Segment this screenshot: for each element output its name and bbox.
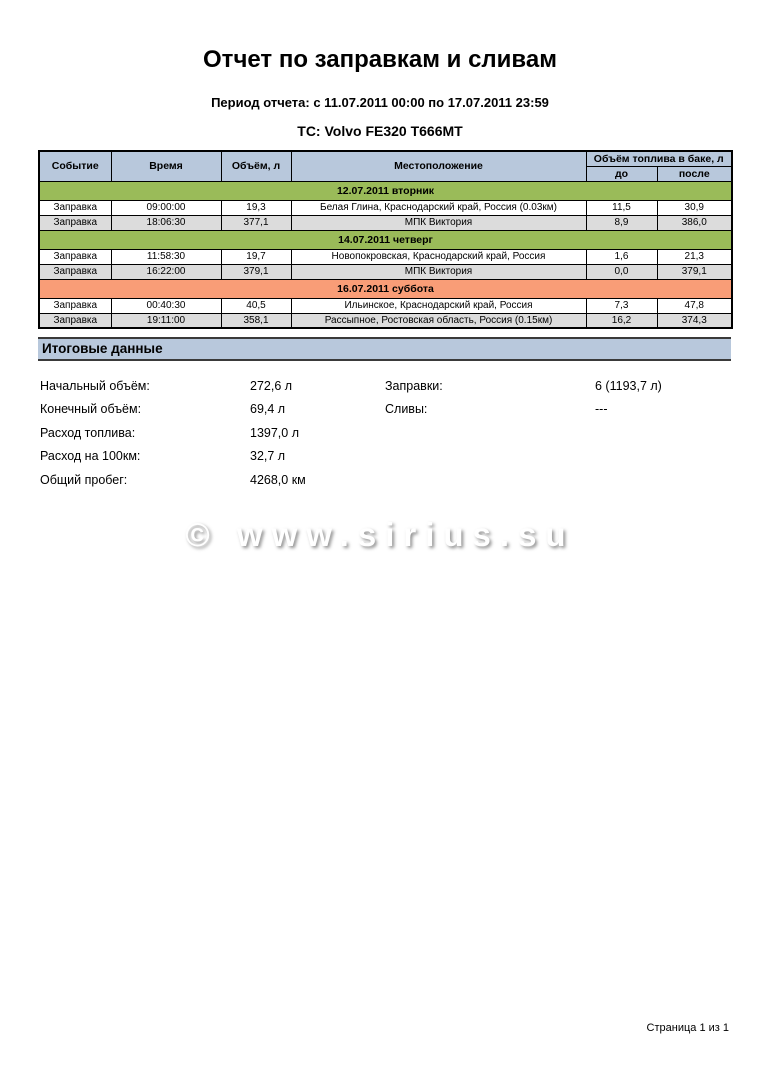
col-header-after: после xyxy=(657,166,732,181)
summary-label: Расход на 100км: xyxy=(40,449,141,464)
cell-event: Заправка xyxy=(39,298,111,313)
col-header-before: до xyxy=(586,166,657,181)
summary-row xyxy=(40,421,760,445)
cell-volume: 40,5 xyxy=(221,298,291,313)
totals-section-header: Итоговые данные xyxy=(38,337,731,361)
cell-event: Заправка xyxy=(39,249,111,264)
cell-time: 18:06:30 xyxy=(111,215,221,230)
cell-time: 11:58:30 xyxy=(111,249,221,264)
cell-location: Белая Глина, Краснодарский край, Россия (0.03км) xyxy=(291,200,586,215)
summary-row xyxy=(40,445,760,469)
summary-label: Начальный объём: xyxy=(40,378,150,393)
cell-time: 19:11:00 xyxy=(111,313,221,328)
summary-label: Расход топлива: xyxy=(40,425,136,440)
table-row xyxy=(39,313,732,328)
summary-label: Заправки: xyxy=(385,378,443,393)
summary-value: 4268,0 км xyxy=(250,472,306,487)
cell-after: 21,3 xyxy=(657,249,732,264)
summary-row xyxy=(40,398,760,422)
col-header-event: Событие xyxy=(39,151,111,181)
cell-time: 00:40:30 xyxy=(111,298,221,313)
cell-location: Рассыпное, Ростовская область, Россия (0.15км) xyxy=(291,313,586,328)
cell-location: МПК Виктория xyxy=(291,264,586,279)
date-band xyxy=(39,279,732,298)
cell-after: 386,0 xyxy=(657,215,732,230)
cell-after: 379,1 xyxy=(657,264,732,279)
cell-before: 16,2 xyxy=(586,313,657,328)
col-header-time: Время xyxy=(111,151,221,181)
page-title: Отчет по заправкам и сливам xyxy=(203,46,557,73)
summary-value: 6 (1193,7 л) xyxy=(595,378,662,393)
summary-section xyxy=(40,374,760,492)
summary-label: Сливы: xyxy=(385,402,428,417)
summary-value: 69,4 л xyxy=(250,402,286,417)
cell-before: 0,0 xyxy=(586,264,657,279)
summary-value: --- xyxy=(595,402,608,417)
summary-label: Общий пробег: xyxy=(40,472,128,487)
date-band-label: 14.07.2011 четверг xyxy=(39,230,732,249)
table-row xyxy=(39,215,732,230)
col-header-volume: Объём, л xyxy=(221,151,291,181)
cell-volume: 358,1 xyxy=(221,313,291,328)
summary-row xyxy=(40,468,760,492)
col-header-tank: Объём топлива в баке, л xyxy=(586,151,732,166)
report-period: Период отчета: с 11.07.2011 00:00 по 17.07.2011 23:59 xyxy=(211,95,549,110)
cell-event: Заправка xyxy=(39,313,111,328)
table-row xyxy=(39,264,732,279)
fuel-events-table xyxy=(38,150,733,329)
summary-value: 1397,0 л xyxy=(250,425,299,440)
cell-before: 1,6 xyxy=(586,249,657,264)
cell-volume: 19,7 xyxy=(221,249,291,264)
date-band xyxy=(39,230,732,249)
cell-before: 11,5 xyxy=(586,200,657,215)
cell-time: 09:00:00 xyxy=(111,200,221,215)
cell-volume: 19,3 xyxy=(221,200,291,215)
cell-location: МПК Виктория xyxy=(291,215,586,230)
cell-event: Заправка xyxy=(39,200,111,215)
summary-value: 32,7 л xyxy=(250,449,286,464)
page-number: Страница 1 из 1 xyxy=(646,1022,729,1034)
date-band-label: 16.07.2011 суббота xyxy=(39,279,732,298)
summary-value: 272,6 л xyxy=(250,378,293,393)
cell-before: 7,3 xyxy=(586,298,657,313)
vehicle-title: ТС: Volvo FE320 Т666МТ xyxy=(297,123,463,139)
table-row xyxy=(39,200,732,215)
cell-location: Новопокровская, Краснодарский край, Россия xyxy=(291,249,586,264)
summary-row xyxy=(40,374,760,398)
cell-volume: 377,1 xyxy=(221,215,291,230)
cell-before: 8,9 xyxy=(586,215,657,230)
table-row xyxy=(39,298,732,313)
cell-location: Ильинское, Краснодарский край, Россия xyxy=(291,298,586,313)
cell-event: Заправка xyxy=(39,215,111,230)
cell-volume: 379,1 xyxy=(221,264,291,279)
cell-time: 16:22:00 xyxy=(111,264,221,279)
col-header-location: Местоположение xyxy=(291,151,586,181)
table-row xyxy=(39,249,732,264)
sirius-watermark: © www.sirius.su xyxy=(185,516,575,553)
date-band-label: 12.07.2011 вторник xyxy=(39,181,732,200)
cell-after: 30,9 xyxy=(657,200,732,215)
date-band xyxy=(39,181,732,200)
summary-label: Конечный объём: xyxy=(40,402,142,417)
cell-event: Заправка xyxy=(39,264,111,279)
cell-after: 374,3 xyxy=(657,313,732,328)
cell-after: 47,8 xyxy=(657,298,732,313)
